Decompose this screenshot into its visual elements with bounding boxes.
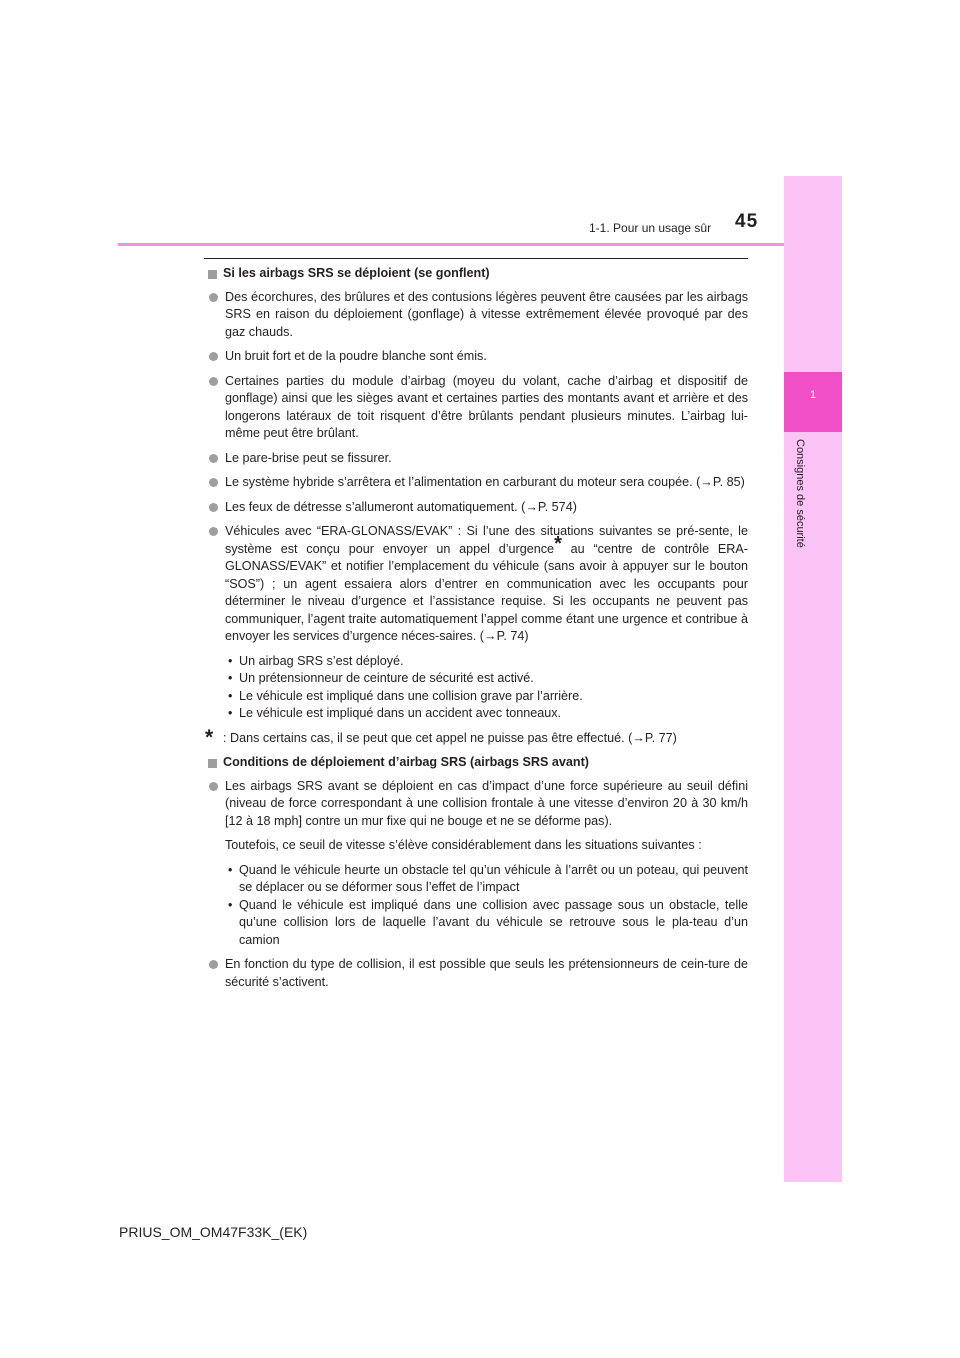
- paragraph: Toutefois, ce seuil de vitesse s’élève considérablement dans les situations suivantes :: [225, 838, 702, 852]
- circle-bullet-icon: [209, 503, 218, 512]
- heading-text: Conditions de déploiement d’airbag SRS (airbags SRS avant): [223, 755, 589, 769]
- list-item: [208, 499, 748, 517]
- list-item: [208, 373, 748, 443]
- sub-item: • Quand le véhicule est impliqué dans une collision avec passage sous un obstacle, telle qu’une collision lors de laquelle l’avant du véhicule se retrouve sous le pla-teau d’un camion: [228, 897, 748, 947]
- chapter-title: Consignes de sécurité: [794, 439, 806, 548]
- list-item-text: En fonction du type de collision, il est possible que seuls les prétensionneurs de cein-ture de sécurité s’activent.: [225, 957, 748, 989]
- section-heading: [208, 754, 748, 772]
- footnote-text: : Dans certains cas, il se peut que cet appel ne puisse pas être effectué. (→P. 77): [223, 730, 677, 745]
- sub-item-text: Quand le véhicule est impliqué dans une collision avec passage sous un obstacle, telle qu’une collision lors de laquelle l’avant du véhicule se retrouve sous le pla-teau d’un camion: [239, 897, 748, 947]
- list-item-text: Le système hybride s’arrêtera et l’alimentation en carburant du moteur sera coupée. (→P. 85): [225, 475, 745, 489]
- circle-bullet-icon: [209, 960, 218, 969]
- sub-item-text: Le véhicule est impliqué dans une collision grave par l’arrière.: [239, 688, 583, 703]
- list-item-era-glonass: [208, 523, 748, 646]
- chapter-tab: [784, 372, 842, 432]
- era-text-part2: au “centre de contrôle ERA-GLONASS/EVAK” et notifier l’emplacement du véhicule (sans avoir à appuyer sur le bouton “SOS”) ; un agent essaiera alors d’entrer en communication avec les occupants pour déterminer le niveau d’urgence et l’assistance requise. Si les occupants ne peuvent pas communiquer, l’agent traite automatiquement l’appel comme étant une urgence et contribue à envoyer les services d’urgence néces-saires. (→P. 74): [225, 541, 748, 643]
- circle-bullet-icon: [209, 782, 218, 791]
- circle-bullet-icon: [209, 377, 218, 386]
- section-heading: [208, 265, 748, 283]
- list-item-text: Certaines parties du module d’airbag (moyeu du volant, cache d’airbag et dispositif de gonflage) ainsi que les sièges avant et certaines parties des montants avant et arrière et des longerons latéraux de toit risquent d’être brûlants pendant plusieurs minutes. L’airbag lui-même peut être brûlant.: [225, 373, 748, 440]
- era-situations-list: [208, 653, 748, 723]
- chapter-number: 1: [809, 389, 817, 401]
- sub-item: • Quand le véhicule heurte un obstacle tel qu’un véhicule à l’arrêt ou un poteau, qui peuvent se déplacer ou se déformer sous l’effet de l’impact: [228, 862, 748, 894]
- sub-item: • Un prétensionneur de ceinture de sécurité est activé.: [228, 671, 534, 685]
- footnote-marker: *: [554, 532, 562, 555]
- list-item: [208, 450, 748, 468]
- circle-bullet-icon: [209, 454, 218, 463]
- square-bullet-icon: [208, 759, 217, 768]
- sub-item-text: Un airbag SRS s’est déployé.: [239, 653, 404, 668]
- footnote-star: *: [205, 725, 214, 749]
- list-item: [208, 956, 748, 991]
- page-number: 45: [735, 211, 759, 232]
- content-rule: [204, 258, 748, 259]
- sub-item-text: Quand le véhicule heurte un obstacle tel qu’un véhicule à l’arrêt ou un poteau, qui peuvent se déplacer ou se déformer sous l’effet de l’impact: [239, 862, 748, 894]
- sidebar-band: [784, 176, 842, 1182]
- list-item: [208, 348, 748, 366]
- list-item-text: Un bruit fort et de la poudre blanche sont émis.: [225, 349, 487, 363]
- list-item: [208, 778, 748, 831]
- circle-bullet-icon: [209, 478, 218, 487]
- square-bullet-icon: [208, 270, 217, 279]
- list-item: [208, 289, 748, 342]
- list-item-text: Le pare-brise peut se fissurer.: [225, 450, 392, 465]
- circle-bullet-icon: [209, 527, 218, 536]
- sub-item: • Le véhicule est impliqué dans un accident avec tonneaux.: [228, 706, 562, 720]
- sub-item: • Le véhicule est impliqué dans une collision grave par l’arrière.: [228, 688, 583, 703]
- threshold-situations-list: [208, 862, 748, 950]
- list-item-text: Les feux de détresse s’allumeront automatiquement. (→P. 574): [225, 499, 577, 514]
- sub-item-text: Un prétensionneur de ceinture de sécurité est activé.: [239, 671, 534, 685]
- list-item: [208, 474, 748, 492]
- circle-bullet-icon: [209, 352, 218, 361]
- footer-code: PRIUS_OM_OM47F33K_(EK): [119, 1224, 308, 1240]
- sub-item-text: Le véhicule est impliqué dans un accident avec tonneaux.: [239, 706, 562, 720]
- section-title: 1-1. Pour un usage sûr: [589, 221, 712, 235]
- era-text-part1: Véhicules avec “ERA-GLONASS/EVAK” : Si l’une des situations suivantes se pré-sente, le système est conçu pour envoyer un appel d’urgence: [225, 524, 748, 556]
- header-rule: [118, 243, 784, 246]
- page-content: [205, 265, 748, 998]
- list-item-text: Des écorchures, des brûlures et des contusions légères peuvent être causées par les airbags SRS en raison du déploiement (gonflage) à vitesse extrêmement élevée provoqué par des gaz chauds.: [225, 289, 748, 339]
- list-item-text: Les airbags SRS avant se déploient en cas d’impact d’une force supérieure au seuil défini (niveau de force correspondant à une collision frontale à une vitesse d’environ 20 à 30 km/h [12 à 18 mph] contre un mur fixe qui ne bouge et ne se déforme pas).: [225, 778, 748, 828]
- heading-text: Si les airbags SRS se déploient (se gonflent): [223, 266, 490, 280]
- circle-bullet-icon: [209, 293, 218, 302]
- sub-item: • Un airbag SRS s’est déployé.: [228, 653, 404, 668]
- footnote: [198, 725, 748, 749]
